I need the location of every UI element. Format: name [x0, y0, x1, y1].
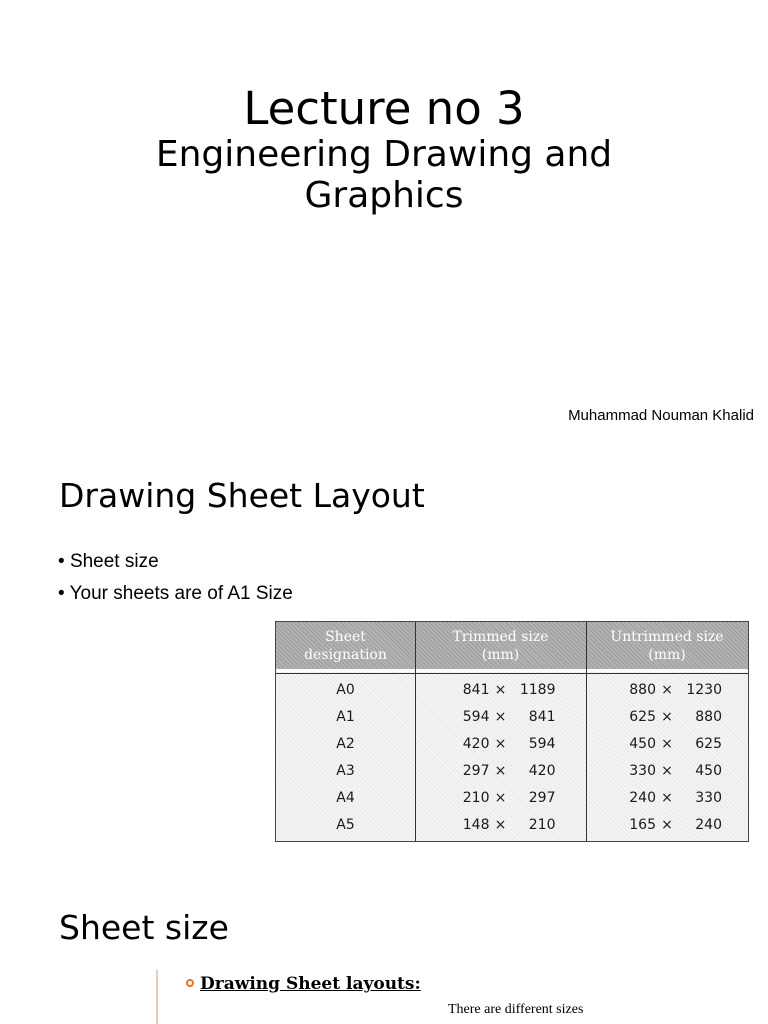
times-symbol: × [661, 709, 673, 725]
times-symbol: × [661, 763, 673, 779]
document-text: There are different sizes [448, 1002, 584, 1017]
dimension-width: 297 [462, 763, 490, 779]
cell-untrimmed-size [586, 731, 748, 758]
dimension-width: 420 [462, 736, 490, 752]
bullet-list [58, 548, 293, 612]
times-symbol: × [494, 709, 507, 725]
cell-designation: A0 [336, 682, 355, 698]
table-row [276, 758, 748, 785]
title-slide [0, 0, 768, 440]
table-header-row [276, 622, 748, 672]
dimension-height: 1189 [519, 682, 556, 698]
cell-untrimmed-size [586, 812, 748, 839]
times-symbol: × [661, 790, 673, 806]
cell-designation: A5 [336, 817, 355, 833]
cell-untrimmed-size [586, 785, 748, 812]
times-symbol: × [494, 763, 507, 779]
author-name: Muhammad Nouman Khalid [568, 407, 754, 424]
subtitle-line-2: Graphics [304, 175, 464, 216]
table-body [276, 677, 748, 839]
dimension-width: 240 [629, 790, 656, 806]
document-heading-text: Drawing Sheet layouts: [200, 974, 421, 994]
table-divider [276, 673, 748, 674]
dimension-height: 880 [695, 709, 722, 725]
times-symbol: × [494, 817, 507, 833]
dimension-height: 297 [528, 790, 556, 806]
table-row [276, 812, 748, 839]
table-row [276, 677, 748, 704]
header-text: (mm) [648, 646, 686, 663]
dimension-width: 148 [462, 817, 490, 833]
times-symbol: × [494, 682, 507, 698]
dimension-height: 625 [695, 736, 722, 752]
sheet-size-table [275, 621, 749, 842]
header-text: designation [304, 646, 387, 663]
subtitle-line-1: Engineering Drawing and [155, 134, 613, 175]
cell-untrimmed-size [586, 677, 748, 704]
dimension-width: 594 [462, 709, 490, 725]
dimension-width: 165 [629, 817, 656, 833]
dimension-width: 625 [629, 709, 656, 725]
times-symbol: × [661, 682, 673, 698]
times-symbol: × [661, 736, 673, 752]
cell-untrimmed-size [586, 758, 748, 785]
cell-untrimmed-size [586, 704, 748, 731]
dimension-height: 841 [528, 709, 556, 725]
dimension-height: 1230 [686, 682, 722, 698]
document-heading [186, 974, 421, 994]
table-row [276, 731, 748, 758]
times-symbol: × [494, 790, 507, 806]
dimension-height: 450 [695, 763, 722, 779]
header-text: Sheet [325, 628, 366, 645]
dimension-width: 210 [462, 790, 490, 806]
cell-trimmed-size [415, 758, 586, 785]
header-trimmed-size [415, 622, 586, 669]
cell-designation: A4 [336, 790, 355, 806]
lecture-title: Lecture no 3 [243, 82, 525, 135]
dimension-height: 594 [528, 736, 556, 752]
cell-trimmed-size [415, 731, 586, 758]
dimension-width: 880 [629, 682, 656, 698]
cell-designation: A2 [336, 736, 355, 752]
times-symbol: × [661, 817, 673, 833]
dimension-width: 330 [629, 763, 656, 779]
dimension-height: 210 [528, 817, 556, 833]
table-row [276, 785, 748, 812]
cell-designation: A3 [336, 763, 355, 779]
header-untrimmed-size [586, 622, 748, 669]
cell-trimmed-size [415, 677, 586, 704]
table-row [276, 704, 748, 731]
header-text: Trimmed size [452, 628, 549, 645]
times-symbol: × [494, 736, 507, 752]
bullet-item: • Your sheets are of A1 Size [58, 580, 293, 612]
dimension-height: 420 [528, 763, 556, 779]
slide-title-sheet-size: Sheet size [59, 908, 229, 947]
dimension-width: 841 [462, 682, 490, 698]
cell-trimmed-size [415, 785, 586, 812]
course-subtitle [0, 134, 768, 216]
cell-designation: A1 [336, 709, 355, 725]
dimension-height: 240 [695, 817, 722, 833]
cell-trimmed-size [415, 704, 586, 731]
dimension-height: 330 [695, 790, 722, 806]
bullet-item: • Sheet size [58, 548, 293, 580]
cell-trimmed-size [415, 812, 586, 839]
dimension-width: 450 [629, 736, 656, 752]
header-text: (mm) [481, 646, 520, 663]
header-text: Untrimmed size [610, 628, 724, 645]
header-sheet-designation [276, 622, 415, 669]
slide-title-drawing-sheet-layout: Drawing Sheet Layout [59, 476, 425, 515]
document-excerpt [156, 970, 618, 1024]
